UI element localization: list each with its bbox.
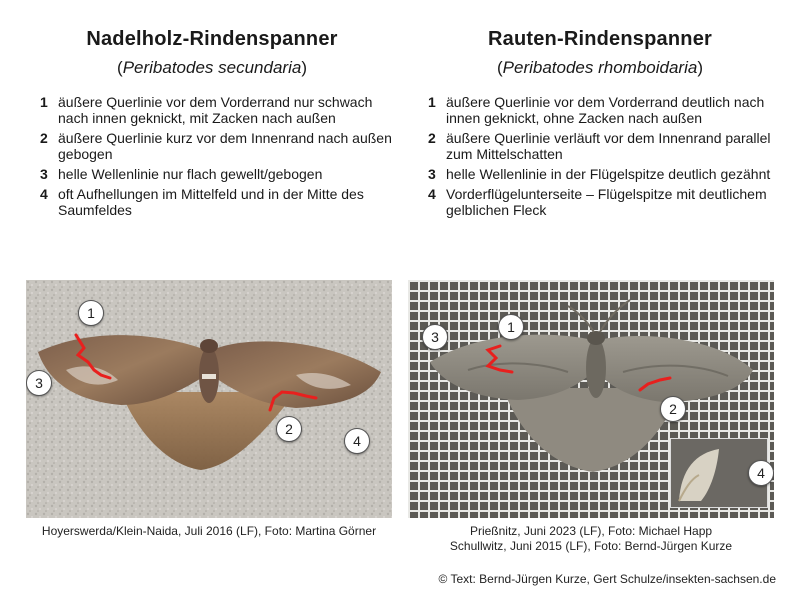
right-species-title: Rauten-Rindenspanner xyxy=(487,28,713,50)
list-item: 1 äußere Querlinie vor dem Vorderrand nur schwach nach innen geknickt, mit Zacken nach außen xyxy=(40,94,373,126)
list-item: 4 Vorderflügelunterseite – Flügelspitze mit deutlichem gelblichen Fleck xyxy=(428,186,767,218)
right-marker-3: 3 xyxy=(422,324,448,350)
right-caption-line-2: Schullwitz, Juni 2015 (LF), Foto: Bernd-Jürgen Kurze xyxy=(449,539,733,553)
list-item: 3 helle Wellenlinie nur flach gewellt/gebogen xyxy=(40,166,323,182)
left-marker-2: 2 xyxy=(276,416,302,442)
list-item: 4 oft Aufhellungen im Mittelfeld und in der Mitte des Saumfeldes xyxy=(40,186,364,218)
left-photo-caption: Hoyerswerda/Klein-Naida, Juli 2016 (LF), Foto: Martina Görner xyxy=(41,524,377,538)
list-item: 2 äußere Querlinie kurz vor dem Innenrand nach außen gebogen xyxy=(40,130,392,162)
left-species-column xyxy=(22,0,402,222)
right-feature-list xyxy=(410,94,790,218)
right-caption-line-1: Prießnitz, Juni 2023 (LF), Foto: Michael Happ xyxy=(469,524,713,538)
left-moth-photo xyxy=(26,280,392,518)
copyright-notice: © Text: Bernd-Jürgen Kurze, Gert Schulze/insekten-sachsen.de xyxy=(438,572,776,586)
left-species-title: Nadelholz-Rindenspanner xyxy=(86,28,338,50)
left-marker-3: 3 xyxy=(26,370,52,396)
right-marker-4: 4 xyxy=(748,460,774,486)
right-species-latin-name: (Peribatodes rhomboidaria) xyxy=(496,58,703,77)
right-species-column xyxy=(410,0,790,222)
list-item: 2 äußere Querlinie verläuft vor dem Innenrand parallel zum Mittelschatten xyxy=(428,130,771,162)
left-marker-1: 1 xyxy=(78,300,104,326)
left-marker-4: 4 xyxy=(344,428,370,454)
left-species-latin-name: (Peribatodes secundaria) xyxy=(117,58,307,77)
right-marker-2: 2 xyxy=(660,396,686,422)
list-item: 1 äußere Querlinie vor dem Vorderrand deutlich nach innen geknickt, ohne Zacken nach außen xyxy=(428,94,765,126)
left-feature-list xyxy=(22,94,402,218)
right-moth-photo xyxy=(408,280,774,518)
right-marker-1: 1 xyxy=(498,314,524,340)
right-photo-caption xyxy=(408,524,774,554)
list-item: 3 helle Wellenlinie in der Flügelspitze deutlich gezähnt xyxy=(428,166,771,182)
